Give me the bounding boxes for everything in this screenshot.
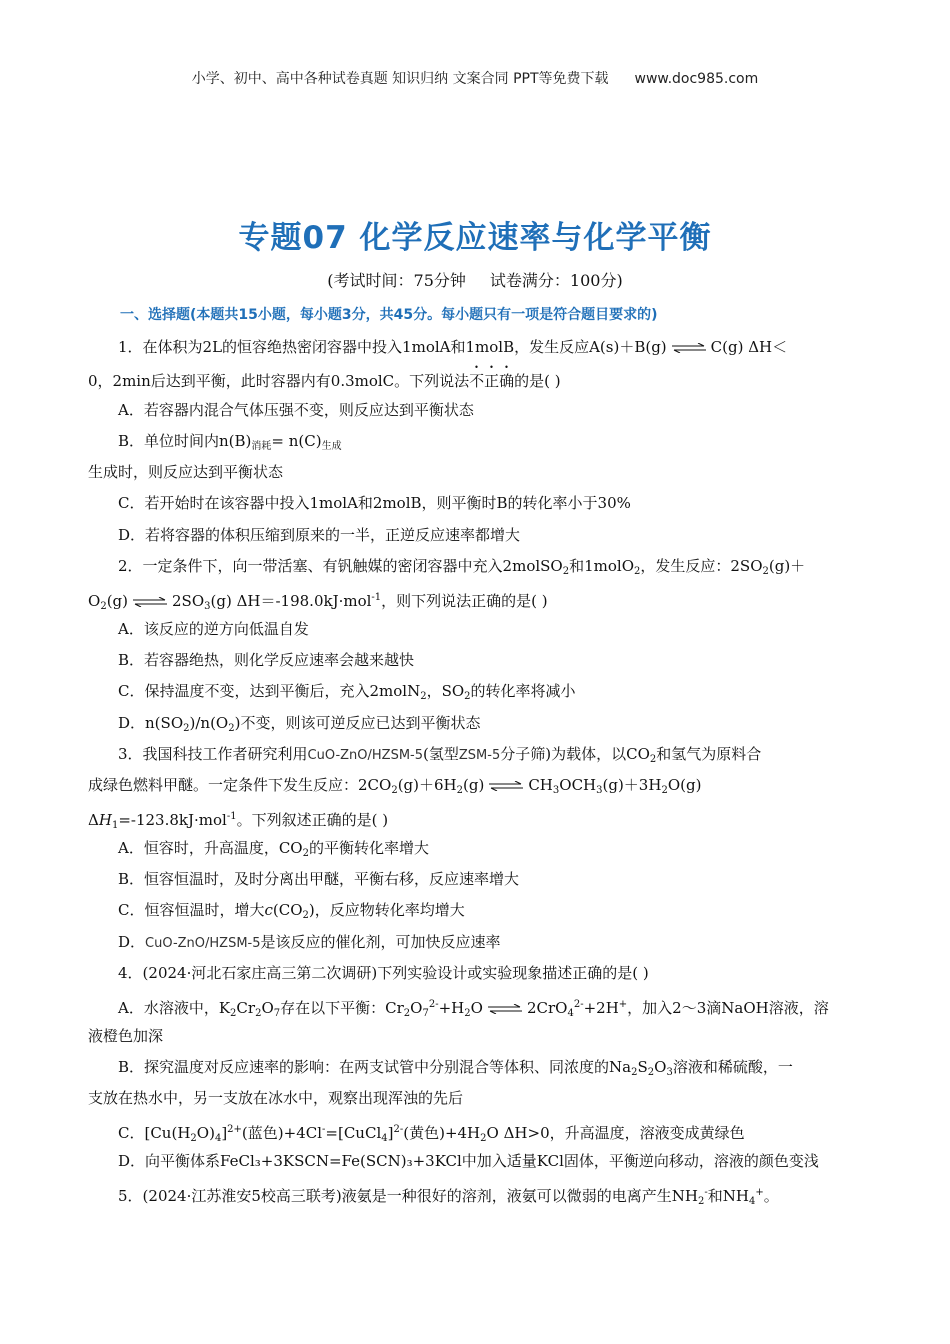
- q1-option-c: C．若开始时在该容器中投入1molA和2molB，则平衡时B的转化率小于30%: [118, 494, 631, 513]
- q2-option-c: C．保持温度不变，达到平衡后，充入2molN$_2$，$SO_2$的转化率将减小: [118, 682, 576, 703]
- q4-stem: 4．(2024·河北石家庄高三第二次调研)下列实验设计或实验现象描述正确的是( ): [118, 963, 649, 982]
- q2-option-b: B．若容器绝热，则化学反应速率会越来越快: [118, 650, 415, 669]
- q4-option-b: B．探究温度对反应速率的影响：在两支试管中分别混合等体积、同浓度的$Na_2S_2O_3$溶液和稀硫酸，一: [118, 1057, 793, 1078]
- q4-option-d: D．向平衡体系FeCl₃+3KSCN=Fe(SCN)₃+3KCl中加入适量KCl固体，平衡逆向移动，溶液的颜色变浅: [118, 1151, 819, 1170]
- q4-option-c: C．$[Cu(H_2O)_4]^{2+}$(蓝色)+4Cl-=[CuCl$_4$]$^{2-}$(黄色)$+4H_2O$ ΔH>0，升高温度，溶液变成黄绿色: [118, 1124, 745, 1145]
- q1-option-d: D．若将容器的体积压缩到原来的一半，正逆反应速率都增大: [118, 525, 521, 544]
- banner-url[interactable]: www.doc985.com: [634, 71, 759, 87]
- q2-option-a: A．该反应的逆方向低温自发: [118, 619, 309, 638]
- banner-text: 小学、初中、高中各种试卷真题 知识归纳 文案合同 PPT等免费下载: [191, 71, 609, 87]
- section-heading: 一、选择题(本题共15小题，每小题3分，共45分。每小题只有一项是符合题目要求的): [120, 307, 658, 323]
- q1-stem-line1: 1．在体积为2L的恒容绝热密闭容器中投入1molA和1molB，发生反应A(s)＋B(g) C(g) ΔH＜: [118, 338, 788, 356]
- q2-option-d: D．$n(SO_2)/n(O_2)$不变，则该可逆反应已达到平衡状态: [118, 713, 481, 734]
- q3-option-a: A．恒容时，升高温度，$CO_2$的平衡转化率增大: [118, 838, 429, 859]
- exam-time: (考试时间：75分钟: [327, 271, 466, 290]
- equilibrium-arrow-icon: [671, 343, 707, 353]
- q3-stem-line1: 3．我国科技工作者研究利用CuO-ZnO/HZSM-5(氢型ZSM-5分子筛)为载体，以$CO_2$和氢气为原料合: [118, 744, 762, 765]
- question-list: [88, 332, 864, 1208]
- q4-option-a-cont: 液橙色加深: [88, 1026, 164, 1045]
- q3-option-c: C．恒容恒温时，增大$c(CO_2)$，反应物转化率均增大: [118, 901, 465, 922]
- exam-info: [0, 268, 950, 291]
- q2-stem-line2: $O_2(g)$ $2SO_3(g)$ ΔH＝-198.0kJ·mol$^{-1}$，则下列说法正确的是( ): [88, 592, 548, 613]
- exam-score: 试卷满分：100分): [489, 271, 623, 290]
- q4-option-b-cont: 支放在热水中，另一支放在冰水中，观察出现浑浊的先后: [88, 1089, 464, 1108]
- equilibrium-arrow-icon: [132, 597, 168, 607]
- q1-option-b: B．单位时间内$n(B)_{消耗}= n(C)_{生成}$: [118, 431, 342, 452]
- q5-stem: 5．(2024·江苏淮安5校高三联考)液氨是一种很好的溶剂，液氨可以微弱的电离产生$NH_2^-$和$NH_4^+$。: [118, 1187, 779, 1208]
- q1-option-b-cont: 生成时，则反应达到平衡状态: [88, 463, 284, 482]
- q3-stem-line3: $\Delta H_1=-123.8kJ\cdot mol^{-1}$。下列叙述正确的是( ): [88, 811, 389, 832]
- q2-stem-line1: 2．一定条件下，向一带活塞、有钒触媒的密闭容器中充入2molSO$_2$和1molO$_2$，发生反应：$2SO_2(g)+$: [118, 557, 806, 578]
- q3-option-d: D．CuO-ZnO/HZSM-5是该反应的催化剂，可加快反应速率: [118, 932, 501, 951]
- q3-option-b: B．恒容恒温时，及时分离出甲醚，平衡右移，反应速率增大: [118, 870, 520, 889]
- page-title: 专题07 化学反应速率与化学平衡: [238, 220, 712, 256]
- q1-option-a: A．若容器内混合气体压强不变，则反应达到平衡状态: [118, 400, 474, 419]
- header-banner: [0, 68, 950, 88]
- emphasis-text: 不正确: [469, 372, 515, 391]
- equilibrium-arrow-icon: [488, 781, 524, 791]
- q3-stem-line2: 成绿色燃料甲醚。一定条件下发生反应：$2CO_2(g)+6H_2(g)$ $CH_3OCH_3(g)+3H_2O(g)$: [88, 776, 702, 797]
- q4-option-a: A．水溶液中，$K_2Cr_2O_7$存在以下平衡：$Cr_2O_7^{2-}+H_2O$ 2CrO$_4^{2-}$+2H+，加入2～3滴NaOH溶液，溶: [118, 999, 829, 1020]
- equilibrium-arrow-icon: [487, 1004, 523, 1014]
- q1-stem-line2: 0，2min后达到平衡，此时容器内有0.3molC。下列说法不正确的是( ): [88, 372, 561, 391]
